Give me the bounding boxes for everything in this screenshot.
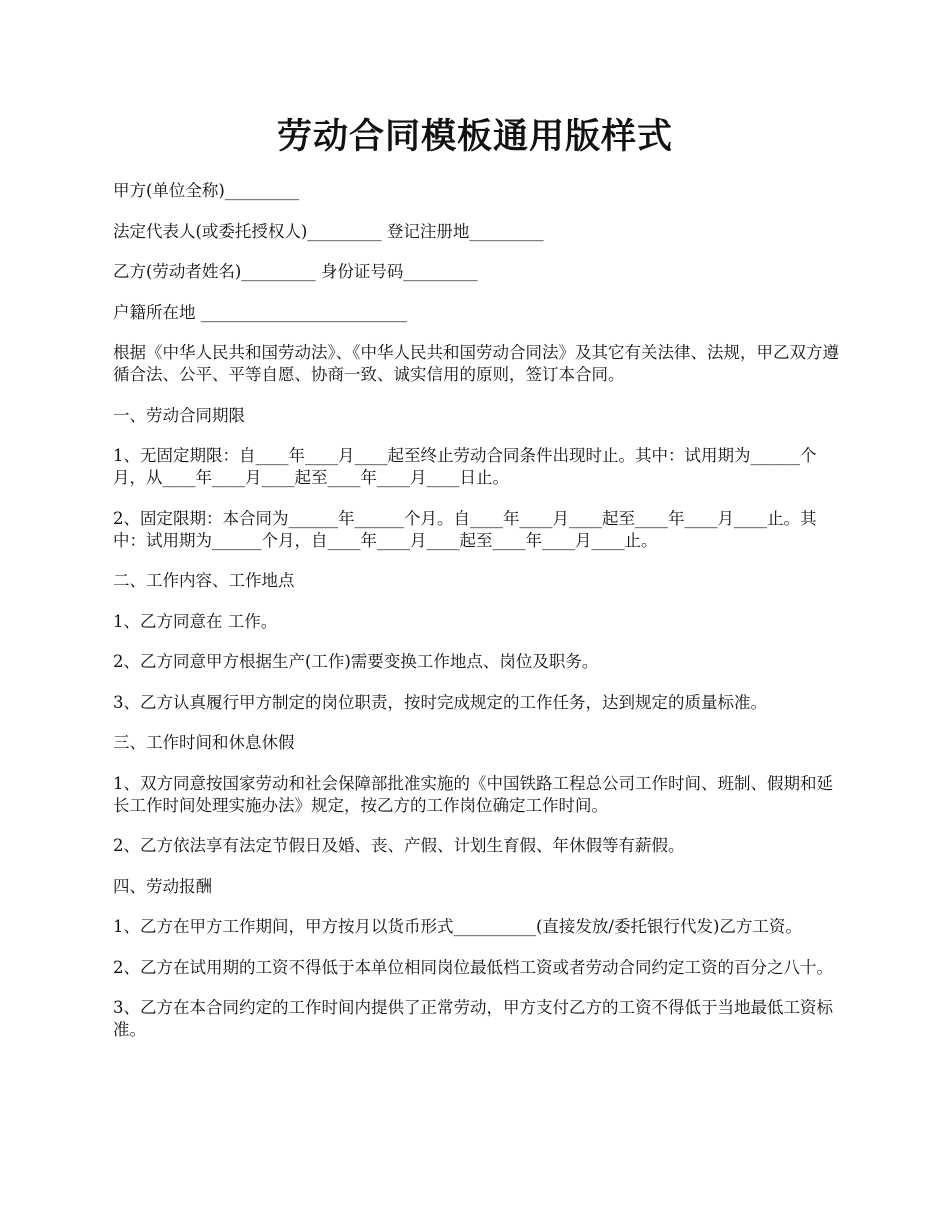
clause-minimum-wage: 3、乙方在本合同约定的工作时间内提供了正常劳动，甲方支付乙方的工资不得低于当地最低工资标准。 — [113, 998, 833, 1039]
section-heading-term: 一、劳动合同期限 — [113, 405, 245, 425]
clause-indefinite-term: 1、无固定期限：自____年____月____起至终止劳动合同条件出现时止。其中：试用期为______个月，从____年____月____起至____年____月____日止。 — [113, 446, 817, 487]
section-heading-work-content: 二、工作内容、工作地点 — [113, 571, 295, 590]
clause-fixed-term: 2、固定限期：本合同为______年______个月。自____年____月____起至____年____月____止。其中：试用期为______个月，自____年____月____起至____年____月____止。 — [113, 508, 817, 550]
party-b-name-line: 乙方(劳动者姓名)_________ 身份证号码_________ — [113, 262, 478, 281]
clause-salary-payment: 1、乙方在甲方工作期间，甲方按月以货币形式__________(直接发放/委托银行代发)乙方工资。 — [113, 917, 802, 936]
clause-work-duties: 3、乙方认真履行甲方制定的岗位职责，按时完成规定的工作任务，达到规定的质量标准。 — [113, 692, 767, 712]
document-body — [113, 180, 843, 1060]
clause-work-change: 2、乙方同意甲方根据生产(工作)需要变换工作地点、岗位及职务。 — [113, 652, 599, 671]
clause-paid-leave: 2、乙方依法享有法定节假日及婚、丧、产假、计划生育假、年休假等有薪假。 — [113, 836, 685, 855]
document-title: 劳动合同模板通用版样式 — [276, 116, 673, 157]
legal-representative-line: 法定代表人(或委托授权人)_________ 登记注册地_________ — [113, 221, 544, 241]
preamble-paragraph: 根据《中华人民共和国劳动法》、《中华人民共和国劳动合同法》及其它有关法律、法规，甲乙双方遵循合法、公平、平等自愿、协商一致、诚实信用的原则，签订本合同。 — [113, 343, 839, 384]
section-heading-work-time: 三、工作时间和休息休假 — [113, 733, 295, 752]
clause-probation-salary: 2、乙方在试用期的工资不得低于本单位相同岗位最低档工资或者劳动合同约定工资的百分之八十。 — [113, 957, 833, 977]
clause-work-agree: 1、乙方同意在 工作。 — [113, 611, 278, 631]
party-a-name-line: 甲方(单位全称)_________ — [113, 181, 300, 200]
section-heading-remuneration: 四、劳动报酬 — [113, 876, 212, 896]
household-registration-line: 户籍所在地 _________________________ — [113, 302, 407, 322]
clause-work-hours: 1、双方同意按国家劳动和社会保障部批准实施的《中国铁路工程总公司工作时间、班制、假期和延长工作时间处理实施办法》规定，按乙方的工作岗位确定工作时间。 — [113, 773, 833, 815]
